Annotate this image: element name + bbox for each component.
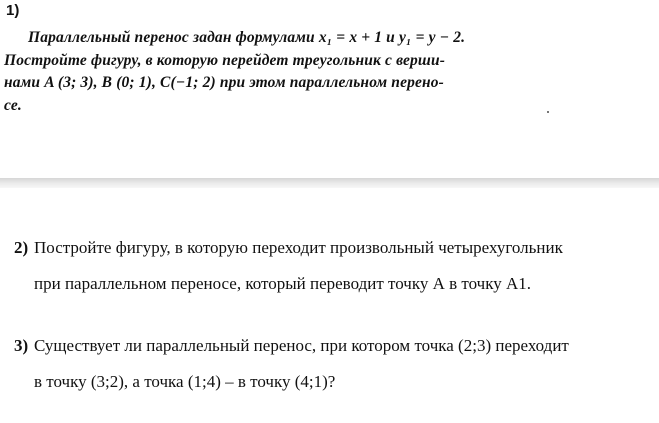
task-1-line: нами A (3; 3), B (0; 1), C(−1; 2) при этом параллельном перено- bbox=[4, 74, 444, 91]
task-2-text bbox=[14, 230, 563, 302]
task-1-line: Параллельный перенос задан формулами x₁ = x + 1 и y₁ = y − 2. bbox=[28, 29, 466, 46]
task-2-number: 2) bbox=[14, 238, 29, 257]
task-3 bbox=[14, 328, 569, 400]
task-3-text bbox=[14, 328, 569, 400]
task-3-line: в точку (3;2), а точка (1;4) – в точку (4;1)? bbox=[34, 372, 336, 391]
task-3-number: 3) bbox=[14, 336, 29, 355]
task-1-line: се. bbox=[4, 96, 22, 114]
task-2-line: при параллельном переносе, который переводит точку А в точку А1. bbox=[34, 274, 532, 293]
task-1-number: 1) bbox=[6, 2, 20, 19]
task-1-text bbox=[4, 27, 556, 117]
task-2 bbox=[14, 230, 563, 302]
task-1-line: Постройте фигуру, в которую перейдет треугольник с верши- bbox=[4, 51, 446, 69]
task-3-line: Существует ли параллельный перенос, при котором точка (2;3) переходит bbox=[34, 336, 569, 355]
scan-speck bbox=[547, 111, 549, 113]
section-divider bbox=[0, 178, 659, 188]
task-2-line: Постройте фигуру, в которую переходит произвольный четырехугольник bbox=[34, 238, 563, 257]
